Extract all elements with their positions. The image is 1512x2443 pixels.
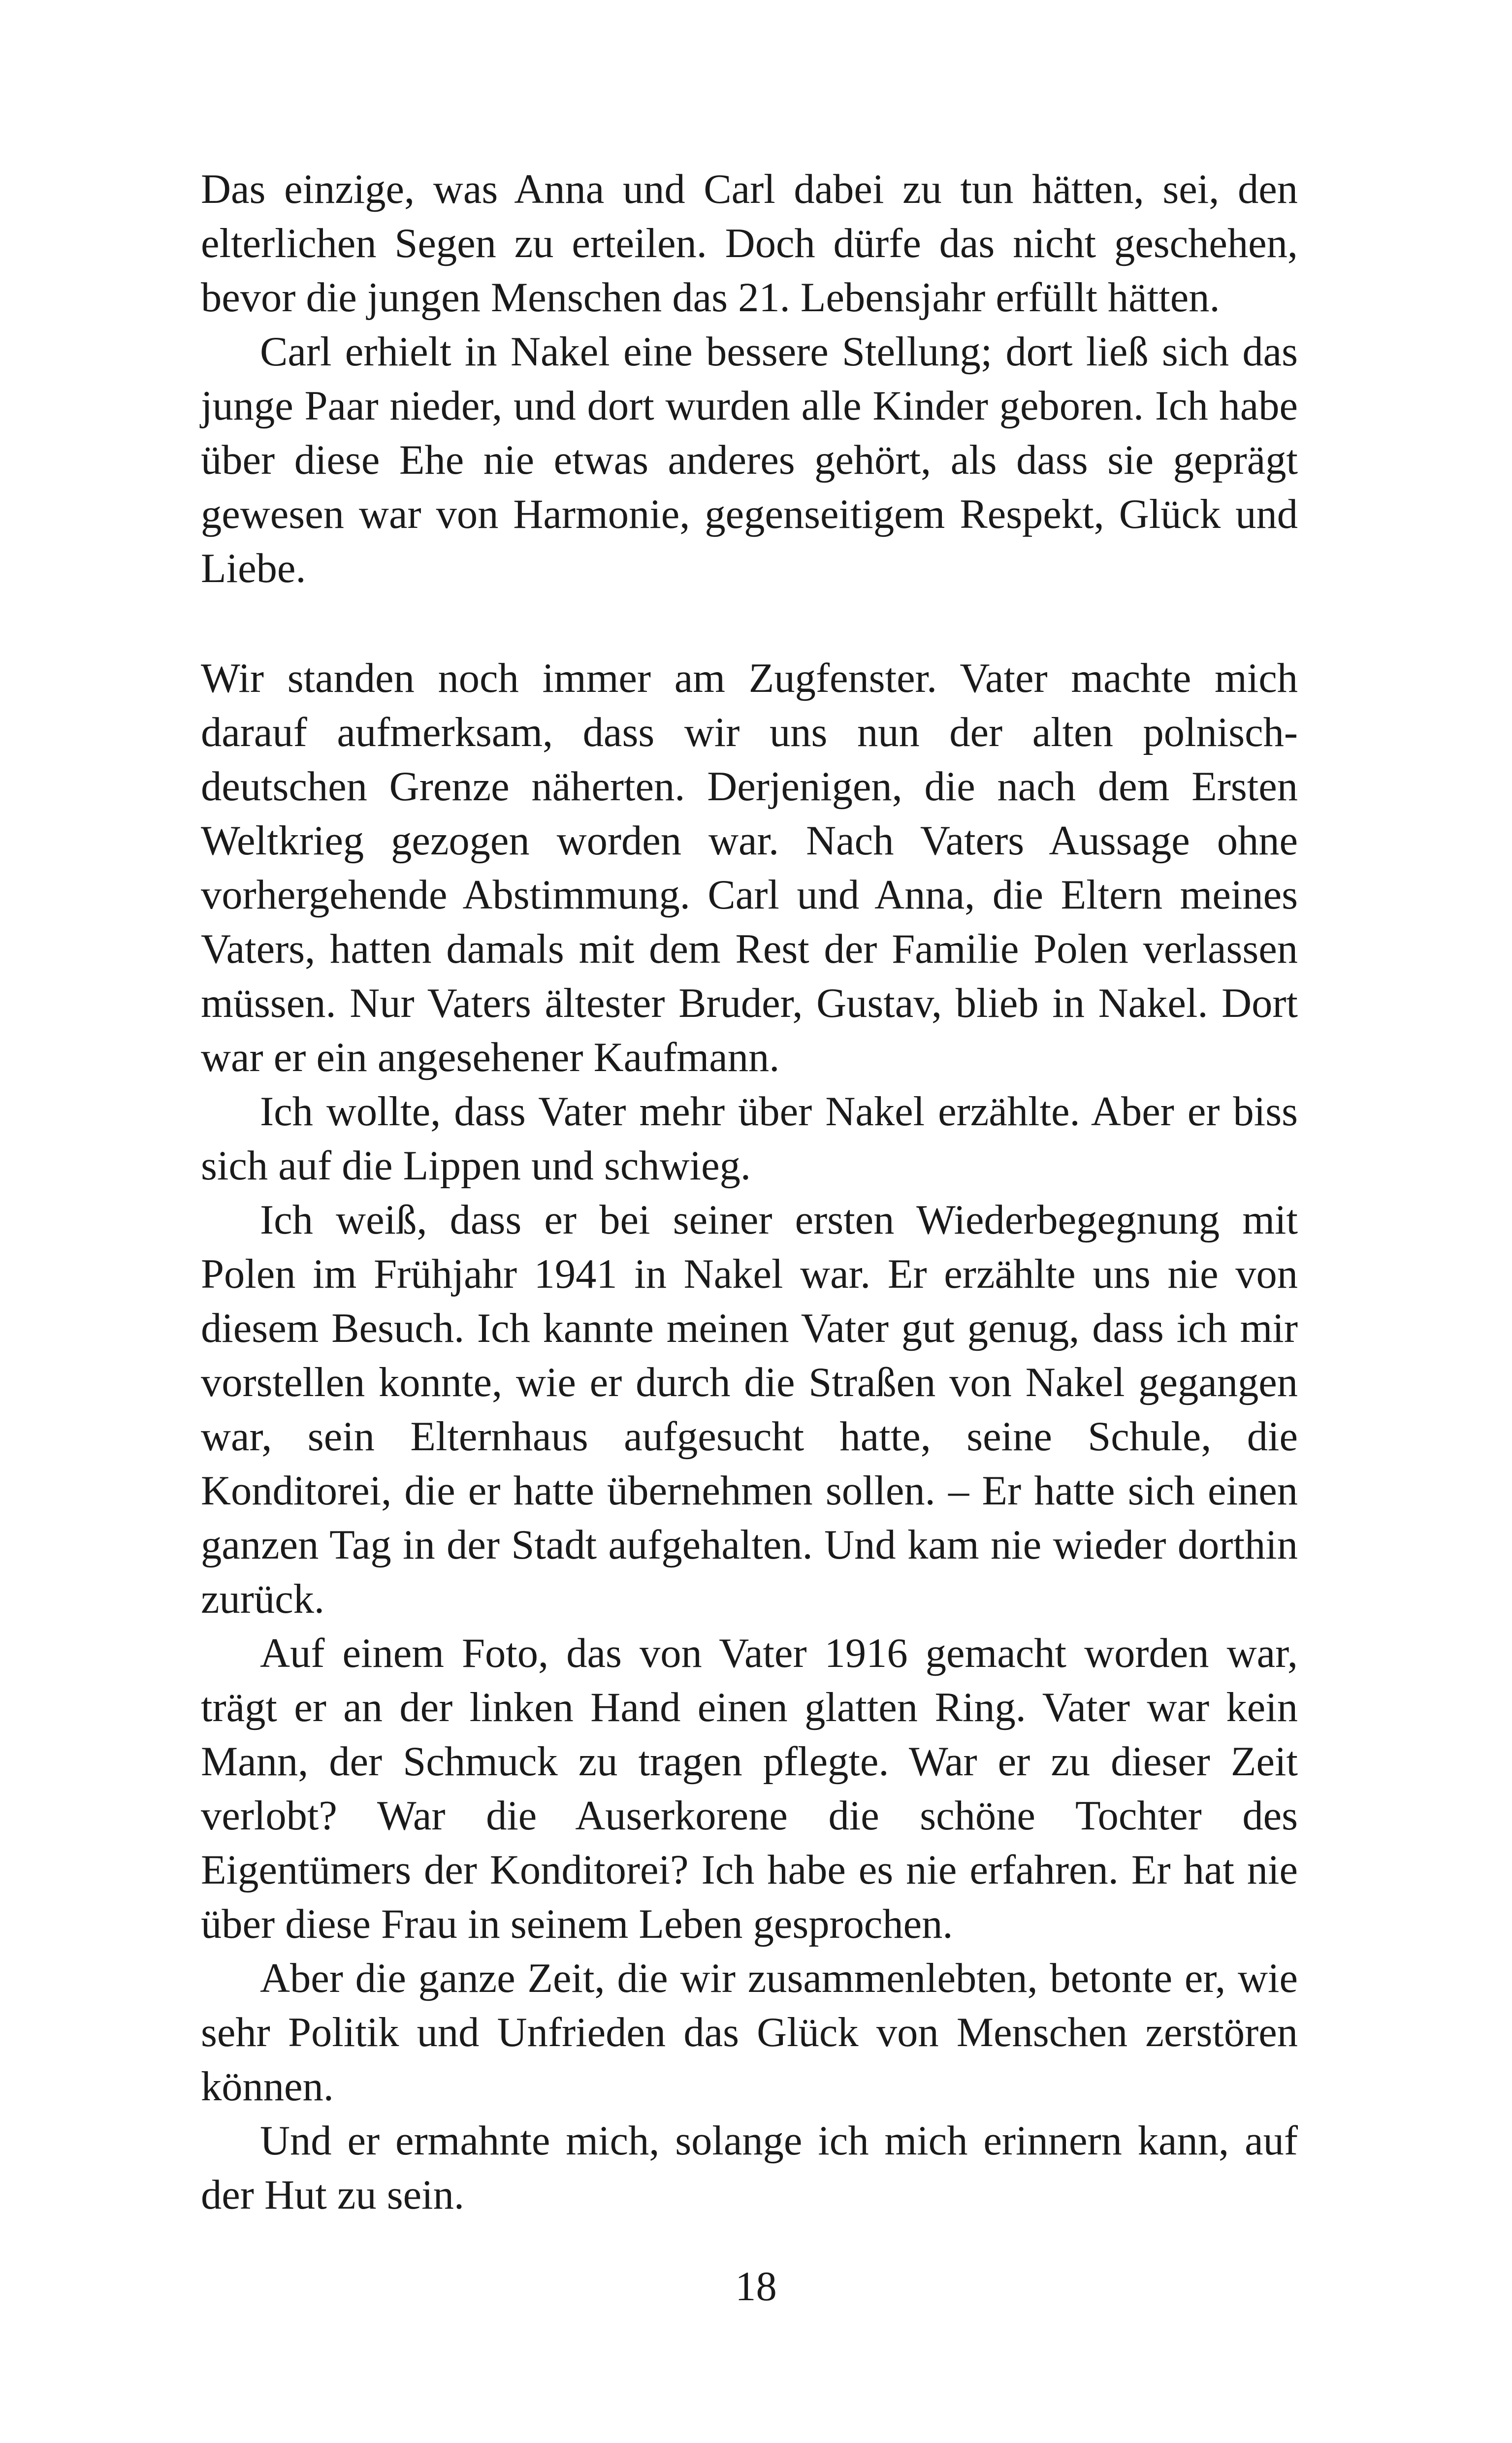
page-number: 18 xyxy=(735,2264,777,2310)
paragraph-1: Das einzige, was Anna und Carl dabei zu tun hätten, sei, den elterlichen Segen zu erteilen. Doch dürfe das nicht geschehen, bevor die jungen Menschen das 21. Lebensjahr erfüllt hätten. xyxy=(201,166,1298,321)
paragraph-2: Carl erhielt in Nakel eine bessere Stellung; dort ließ sich das junge Paar nieder, und dort wurden alle Kinder geboren. Ich habe über diese Ehe nie etwas anderes gehört, als dass sie geprägt gewesen war von Harmonie, gegenseitigem Respekt, Glück und Liebe. xyxy=(201,329,1298,591)
page-body xyxy=(201,163,1298,2222)
paragraph-8: Und er ermahnte mich, solange ich mich erinnern kann, auf der Hut zu sein. xyxy=(201,2118,1298,2218)
paragraph-6: Auf einem Foto, das von Vater 1916 gemacht worden war, trägt er an der linken Hand einen glatten Ring. Vater war kein Mann, der Schmuck zu tragen pflegte. War er zu dieser Zeit verlobt? War die Auserkorene die schöne Tochter des Eigentümers der Konditorei? Ich habe es nie erfahren. Er hat nie über diese Frau in seinem Leben gesprochen. xyxy=(201,1630,1298,1947)
paragraph-7: Aber die ganze Zeit, die wir zusammenlebten, betonte er, wie sehr Politik und Unfrieden das Glück von Menschen zerstören können. xyxy=(201,1955,1298,2110)
paragraph-5: Ich weiß, dass er bei seiner ersten Wiederbegegnung mit Polen im Frühjahr 1941 in Nakel war. Er erzählte uns nie von diesem Besuch. Ich kannte meinen Vater gut genug, dass ich mir vorstellen konnte, wie er durch die Straßen von Nakel gegangen war, sein Elternhaus aufgesucht hatte, seine Schule, die Konditorei, die er hatte übernehmen sollen. – Er hatte sich einen ganzen Tag in der Stadt aufgehalten. Und kam nie wieder dorthin zurück. xyxy=(201,1197,1298,1622)
paragraph-3: Wir standen noch immer am Zugfenster. Vater machte mich darauf aufmerksam, dass wir uns nun der alten polnisch-deutschen Grenze näherten. Derjenigen, die nach dem Ersten Weltkrieg gezogen worden war. Nach Vaters Aussage ohne vorhergehende Abstimmung. Carl und Anna, die Eltern meines Vaters, hatten damals mit dem Rest der Familie Polen verlassen müssen. Nur Vaters ältester Bruder, Gustav, blieb in Nakel. Dort war er ein angesehener Kaufmann. xyxy=(201,655,1298,1080)
paragraph-4: Ich wollte, dass Vater mehr über Nakel erzählte. Aber er biss sich auf die Lippen und schwieg. xyxy=(201,1089,1298,1189)
